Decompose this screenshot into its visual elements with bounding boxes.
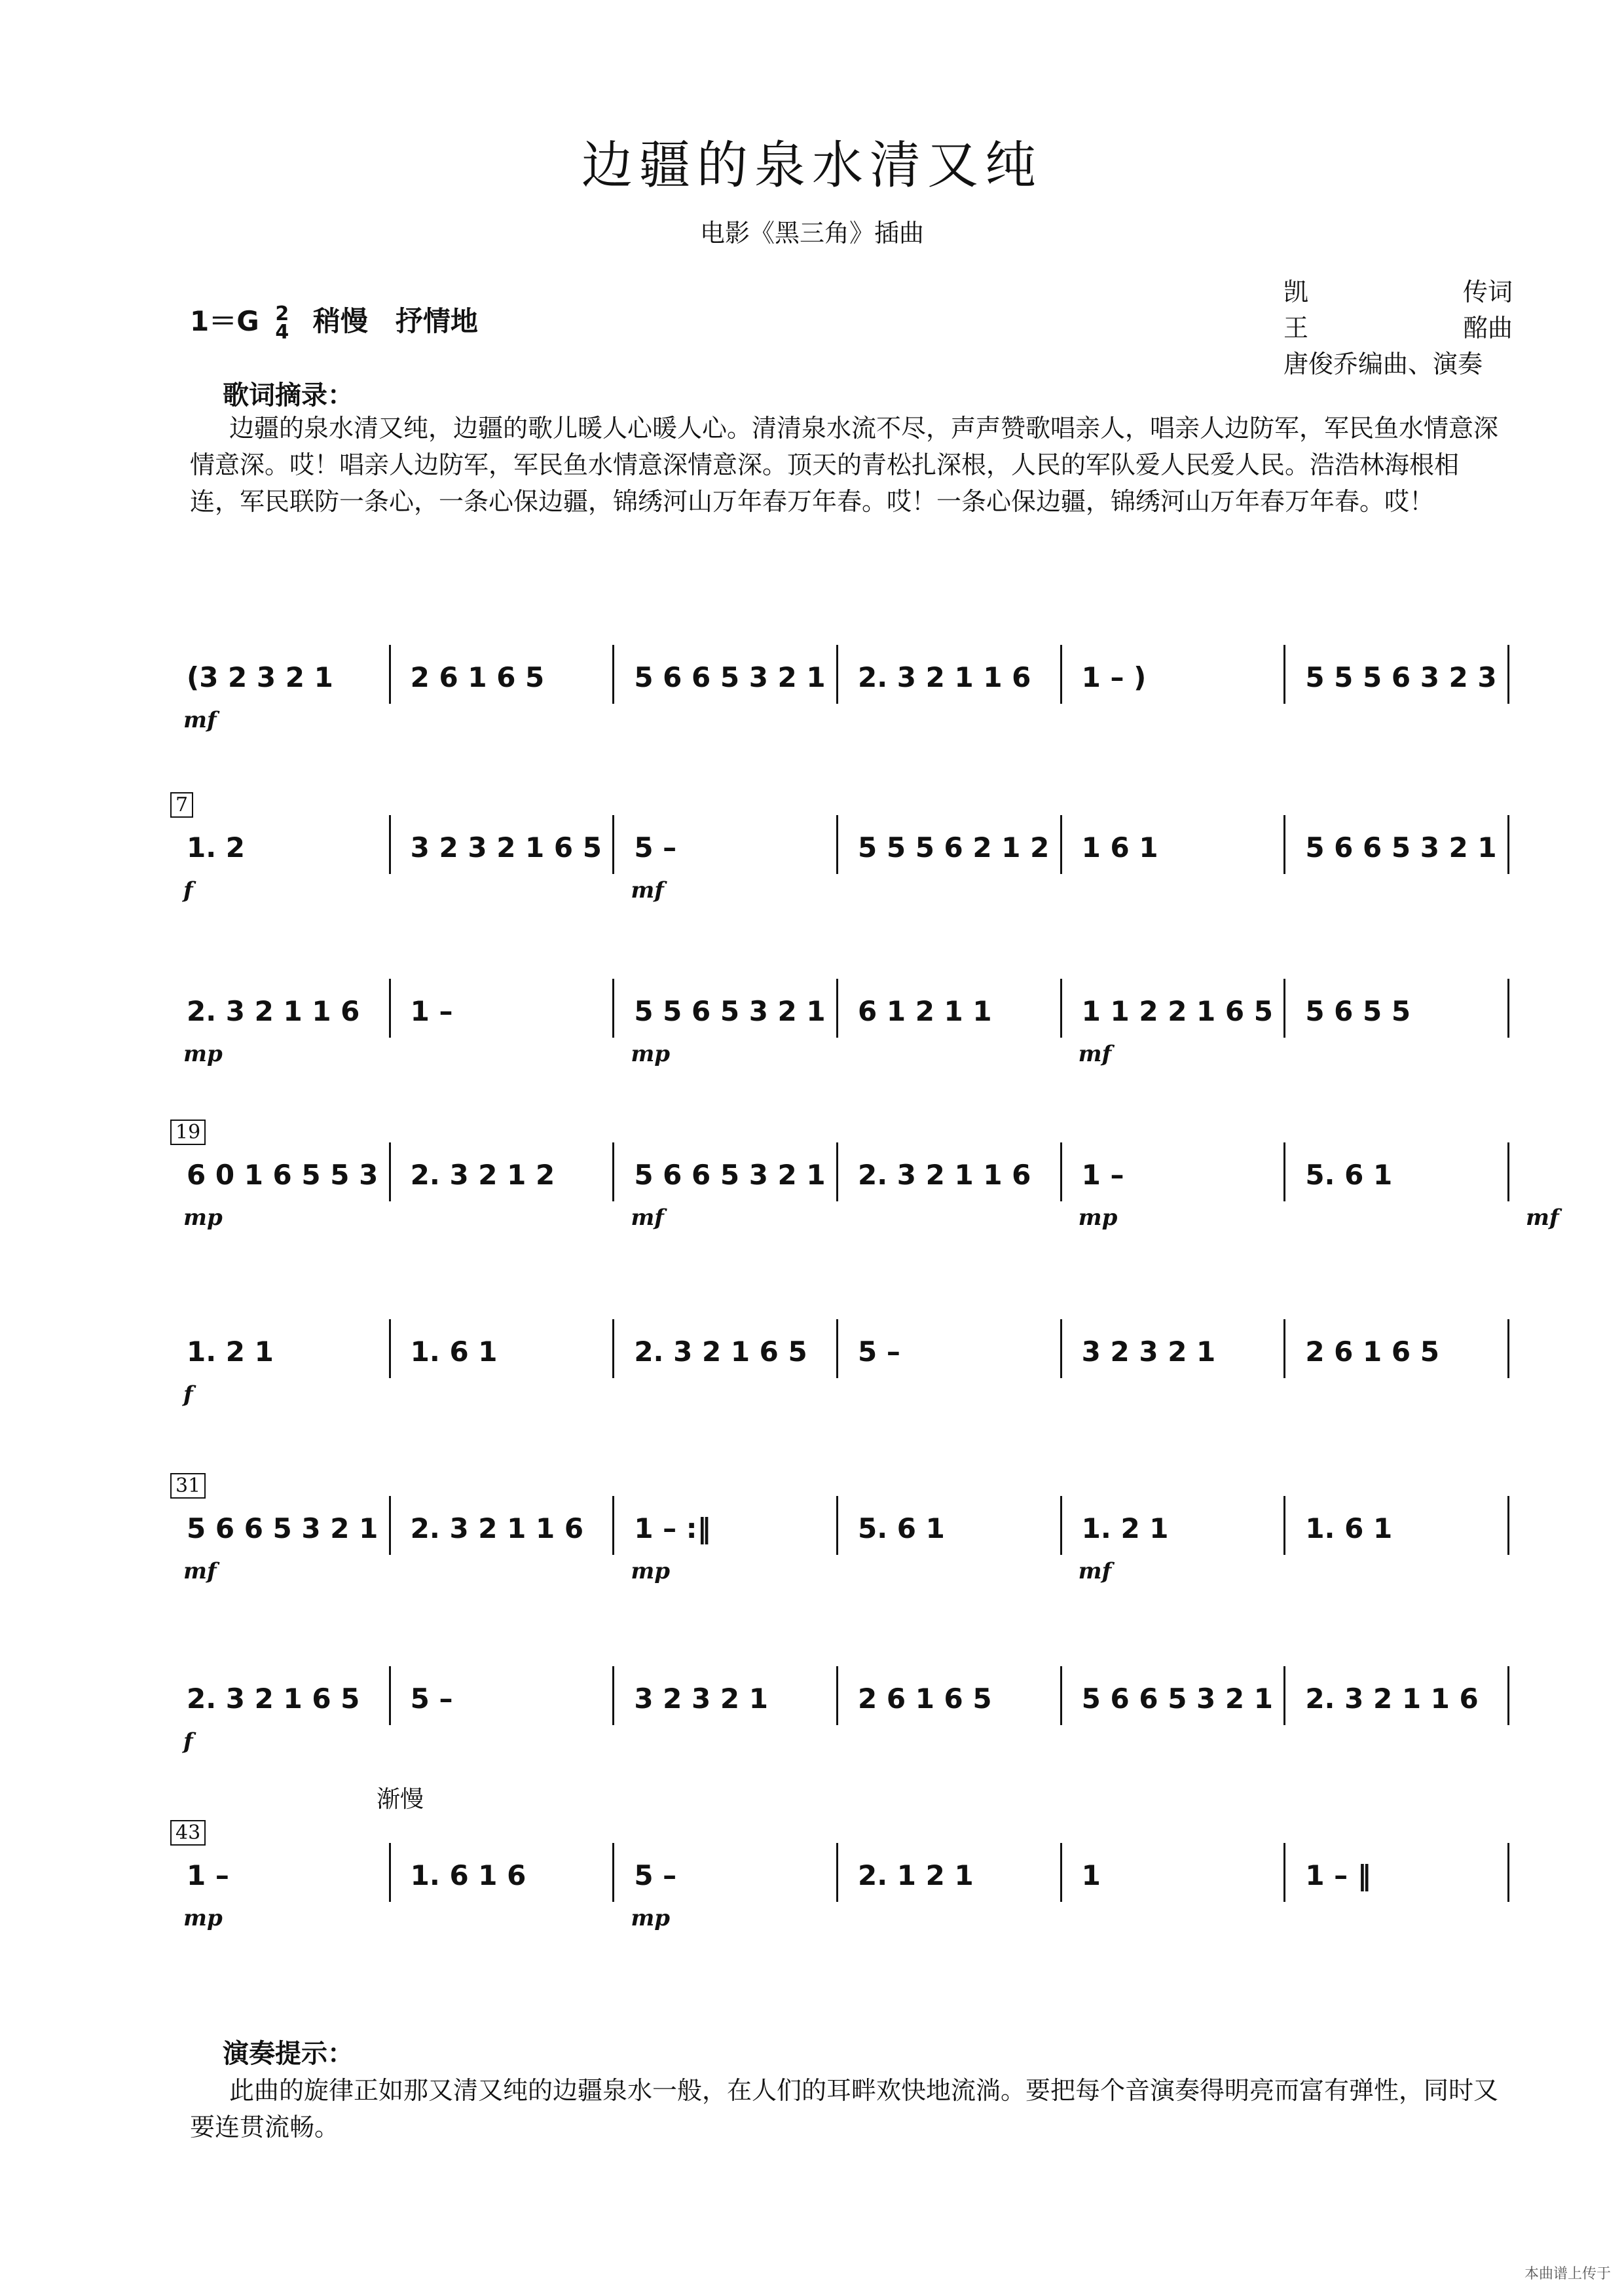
barline (1060, 645, 1062, 704)
credit-role: 传词 (1462, 278, 1513, 306)
barline (1060, 815, 1062, 874)
dynamic-marking: mf (631, 1205, 664, 1231)
measure: 2. 3 2 1 1 6 (410, 1512, 584, 1544)
barline (1283, 1666, 1285, 1725)
measure: 6 0 1 6 5 5 3 (187, 1159, 378, 1191)
measure: 6 1 2 1 1 (858, 995, 992, 1027)
barline (1283, 1142, 1285, 1201)
measure: 1 – (410, 995, 453, 1027)
measure-number: 19 (170, 1120, 206, 1145)
barline (1060, 1496, 1062, 1555)
barline (1283, 1496, 1285, 1555)
barline (1060, 1843, 1062, 1902)
barline (389, 1142, 391, 1201)
barline (1283, 645, 1285, 704)
key-signature: 1＝G (190, 305, 259, 337)
barline (1283, 979, 1285, 1038)
barline (836, 815, 838, 874)
measure: 1 – (1081, 1159, 1124, 1191)
credit-name: 唐俊乔编曲、演奏 (1283, 350, 1483, 378)
footer-watermark: 本曲谱上传于 (1524, 2266, 1611, 2282)
barline (1060, 979, 1062, 1038)
measure: 2. 3 2 1 1 6 (187, 995, 360, 1027)
dynamic-marking: mp (183, 1905, 223, 1931)
measure: 1 – ‖ (1305, 1859, 1371, 1891)
barline (1060, 1319, 1062, 1378)
measure: (3 2 3 2 1 (187, 661, 333, 693)
measure: 2. 3 2 1 1 6 (858, 1159, 1031, 1191)
measure: 1. 6 1 (410, 1336, 498, 1368)
barline (836, 1666, 838, 1725)
credit-role: 酩曲 (1462, 314, 1513, 342)
measure: 5. 6 1 (858, 1512, 945, 1544)
dynamic-marking: mf (1078, 1558, 1112, 1584)
measure: 2. 3 2 1 1 6 (1305, 1683, 1479, 1715)
measure: 1. 6 1 6 (410, 1859, 526, 1891)
barline (389, 1666, 391, 1725)
measure: 5 5 5 6 2 1 2 (858, 831, 1050, 864)
barline (389, 1843, 391, 1902)
barline (389, 979, 391, 1038)
measure: 5. 6 1 (1305, 1159, 1393, 1191)
ts-bottom: 4 (275, 320, 289, 344)
barline (612, 1843, 614, 1902)
barline (836, 645, 838, 704)
page-subtitle: 电影《黑三角》插曲 (699, 219, 924, 247)
measure-number: 43 (170, 1820, 206, 1846)
barline (836, 1142, 838, 1201)
barline (1283, 1843, 1285, 1902)
barline (389, 645, 391, 704)
barline (836, 1319, 838, 1378)
measure: 5 5 5 6 3 2 3 (1305, 661, 1497, 693)
measure: 2 6 1 6 5 (858, 1683, 992, 1715)
lyrics-heading: 歌词摘录： (223, 380, 354, 410)
measure: 2. 3 2 1 6 5 (187, 1683, 360, 1715)
measure-number: 31 (170, 1473, 206, 1499)
measure: 3 2 3 2 1 6 5 (410, 831, 602, 864)
barline (836, 1496, 838, 1555)
measure-number: 7 (170, 792, 193, 818)
measure: 1. 2 (187, 831, 246, 864)
barline (836, 1843, 838, 1902)
page-title: 边疆的泉水清又纯 (581, 136, 1043, 195)
barline (389, 1496, 391, 1555)
dynamic-marking: mf (183, 1558, 217, 1584)
dynamic-marking: mp (183, 1205, 223, 1231)
measure: 1 – :‖ (634, 1512, 711, 1544)
measure: 1 – ) (1081, 661, 1147, 693)
measure: 5 6 6 5 3 2 1 (1305, 831, 1497, 864)
credit-name: 凯 (1283, 278, 1309, 306)
dynamic-marking: mf (631, 877, 664, 903)
measure: 5 6 5 5 (1305, 995, 1411, 1027)
barline (612, 1319, 614, 1378)
measure: 1. 2 1 (187, 1336, 274, 1368)
measure: 1 – (187, 1859, 229, 1891)
measure: 2 6 1 6 5 (1305, 1336, 1439, 1368)
measure: 1 1 2 2 1 6 5 (1081, 995, 1273, 1027)
barline (1507, 645, 1509, 704)
tempo-text: 稍慢 抒情地 (312, 305, 478, 337)
barline (612, 1142, 614, 1201)
barline (612, 815, 614, 874)
barline (1060, 1142, 1062, 1201)
barline (1507, 979, 1509, 1038)
barline (1507, 1319, 1509, 1378)
tips-heading: 演奏提示： (223, 2039, 354, 2069)
measure: 5 – (410, 1683, 453, 1715)
dynamic-marking: mf (1526, 1205, 1559, 1231)
barline (612, 979, 614, 1038)
barline (389, 1319, 391, 1378)
measure: 5 – (858, 1336, 900, 1368)
barline (1283, 1319, 1285, 1378)
barline (1507, 1666, 1509, 1725)
barline (1507, 1496, 1509, 1555)
measure: 3 2 3 2 1 (1081, 1336, 1216, 1368)
measure: 2. 3 2 1 1 6 (858, 661, 1031, 693)
barline (612, 645, 614, 704)
measure: 1 6 1 (1081, 831, 1158, 864)
dynamic-marking: f (183, 1728, 193, 1755)
barline (612, 1496, 614, 1555)
measure: 1. 2 1 (1081, 1512, 1169, 1544)
barline (1507, 815, 1509, 874)
measure: 5 6 6 5 3 2 1 (187, 1512, 378, 1544)
dynamic-marking: f (183, 877, 193, 903)
dynamic-marking: mf (1078, 1041, 1112, 1067)
measure: 2 6 1 6 5 (410, 661, 545, 693)
dynamic-marking: mp (631, 1558, 671, 1584)
barline (389, 815, 391, 874)
dynamic-marking: mp (1078, 1205, 1118, 1231)
measure: 1 (1081, 1859, 1101, 1891)
measure: 5 6 6 5 3 2 1 (634, 661, 826, 693)
barline (1507, 1142, 1509, 1201)
barline (1507, 1843, 1509, 1902)
dynamic-marking: f (183, 1381, 193, 1408)
measure: 5 6 6 5 3 2 1 (634, 1159, 826, 1191)
tempo-change-text: 渐慢 (377, 1786, 424, 1813)
credit-name: 王 (1283, 314, 1309, 342)
barline (836, 979, 838, 1038)
measure: 1. 6 1 (1305, 1512, 1393, 1544)
measure: 5 – (634, 1859, 677, 1891)
measure: 3 2 3 2 1 (634, 1683, 768, 1715)
barline (612, 1666, 614, 1725)
ts-top: 2 (275, 302, 289, 325)
dynamic-marking: mp (183, 1041, 223, 1067)
barline (1283, 815, 1285, 874)
measure: 5 – (634, 831, 677, 864)
measure: 2. 3 2 1 6 5 (634, 1336, 807, 1368)
barline (1060, 1666, 1062, 1725)
dynamic-marking: mf (183, 707, 217, 733)
measure: 2. 1 2 1 (858, 1859, 974, 1891)
measure: 5 5 6 5 3 2 1 (634, 995, 826, 1027)
measure: 5 6 6 5 3 2 1 (1081, 1683, 1273, 1715)
dynamic-marking: mp (631, 1905, 671, 1931)
measure: 2. 3 2 1 2 (410, 1159, 555, 1191)
dynamic-marking: mp (631, 1041, 671, 1067)
lyrics-text: 边疆的泉水清又纯，边疆的歌儿暖人心暖人心。清清泉水流不尽，声声赞歌唱亲人，唱亲人边防军，军民鱼水情意深情意深。哎！唱亲人边防军，军民鱼水情意深情意深。顶天的青松扎深根，人民的军队爱人民爱人民。浩浩林海根相连，军民联防一条心，一条心保边疆，锦绣河山万年春万年春。哎！一条心保边疆，锦绣河山万年春万年春。哎！ (190, 414, 1499, 516)
tips-text: 此曲的旋律正如那又清又纯的边疆泉水一般，在人们的耳畔欢快地流淌。要把每个音演奏得明亮而富有弹性，同时又要连贯流畅。 (190, 2076, 1499, 2141)
